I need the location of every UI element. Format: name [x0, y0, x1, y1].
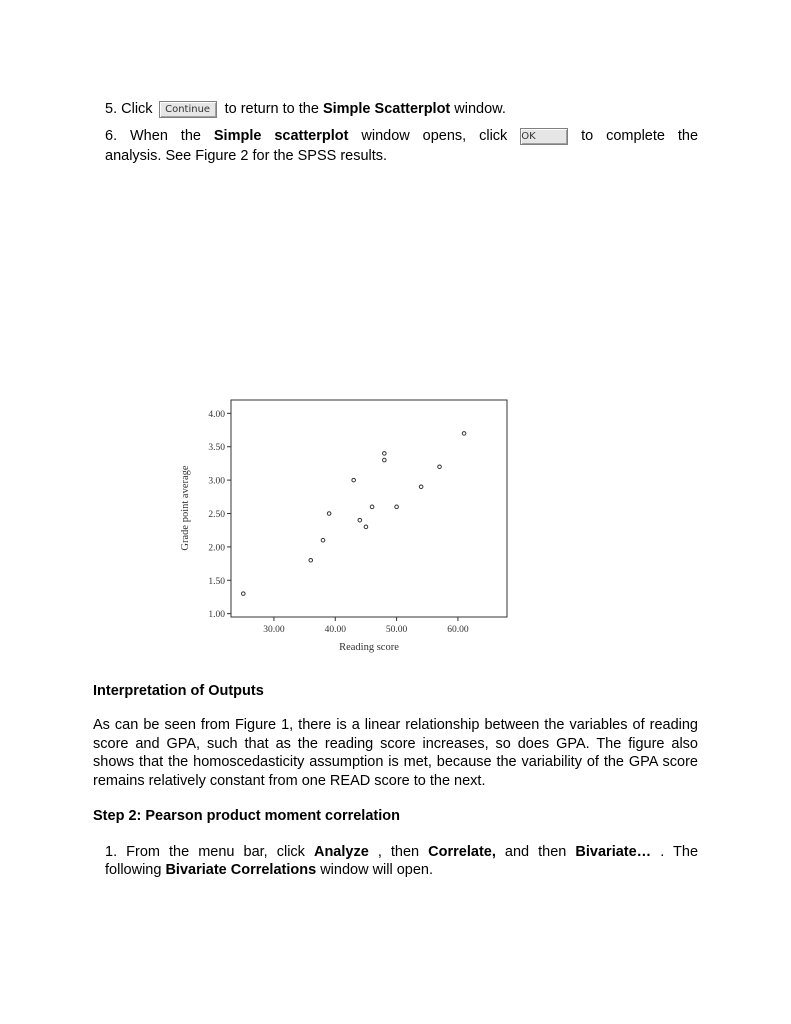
ok-button-image: [520, 128, 568, 145]
step-6-word: the: [180, 128, 201, 144]
y-axis: [208, 410, 231, 620]
menu-bivariate-label: Bivariate…: [575, 844, 652, 860]
step-6-word: complete: [606, 128, 665, 144]
menu-correlate-label: Correlate,: [428, 844, 496, 860]
continue-button-label: Continue: [165, 103, 211, 115]
scatterplot-figure: [170, 390, 520, 665]
step-2-heading: Step 2: Pearson product moment correlation: [93, 808, 400, 824]
item-1-line-2: [105, 861, 433, 879]
x-axis-label: Reading score: [339, 642, 399, 653]
menu-analyze-label: Analyze: [313, 844, 369, 860]
step-6-word: the: [677, 128, 699, 144]
item-1-text: following: [105, 862, 162, 878]
interpretation-heading: Interpretation of Outputs: [93, 683, 264, 699]
y-tick-label: 2.00: [208, 543, 225, 554]
x-tick-label: 60.00: [447, 625, 469, 635]
step-5-number: 5. Click: [105, 101, 153, 117]
step-5-line: [105, 100, 506, 118]
step-5-text-a: to return to the: [224, 101, 319, 117]
x-axis: [263, 617, 469, 635]
y-tick-label: 3.00: [208, 476, 225, 487]
item-1-text: 1. From the menu bar, click: [105, 844, 305, 860]
item-1-text: . The: [660, 844, 699, 860]
item-1-line-1: [105, 843, 698, 861]
y-tick-label: 4.00: [208, 409, 225, 420]
step-6-number: 6.: [105, 128, 118, 144]
continue-button-image: [159, 101, 217, 118]
step-6-word: window: [361, 128, 410, 144]
x-tick-label: 50.00: [385, 625, 408, 635]
step-6-bold-word: Simple: [213, 128, 262, 144]
bivariate-correlations-window-label: Bivariate Correlations: [165, 862, 317, 878]
step-6-word: to: [581, 128, 594, 144]
item-1-text: window will open.: [320, 862, 434, 878]
step-5-text-b: window.: [454, 101, 506, 117]
step-6-word: When: [130, 128, 168, 144]
item-1-text: and then: [504, 844, 567, 860]
ok-button-label: OK: [521, 130, 536, 142]
x-tick-label: 30.00: [263, 625, 285, 635]
step-6-line-2: analysis. See Figure 2 for the SPSS results.: [105, 148, 388, 164]
y-axis-label: Grade point average: [180, 465, 191, 551]
x-tick-label: 40.00: [324, 625, 346, 635]
step-6-bold-word: scatterplot: [274, 128, 349, 144]
step-5-bold: Simple Scatterplot: [322, 101, 451, 117]
step-6-line-1: [105, 127, 698, 145]
y-tick-label: 1.50: [208, 576, 225, 587]
y-tick-label: 1.00: [208, 610, 225, 621]
item-1-text: , then: [377, 844, 420, 860]
y-tick-label: 3.50: [208, 443, 225, 454]
step-6-word: click: [479, 128, 508, 144]
step-6-word: opens,: [422, 128, 467, 144]
y-tick-label: 2.50: [208, 510, 225, 521]
interpretation-body: As can be seen from Figure 1, there is a linear relationship between the variables of reading score and GPA, such that as the reading score increases, so does GPA. The figure also shows that the homoscedasticity assumption is met, because the variability of the GPA score remains relatively constant from one READ score to the next.: [93, 717, 698, 789]
